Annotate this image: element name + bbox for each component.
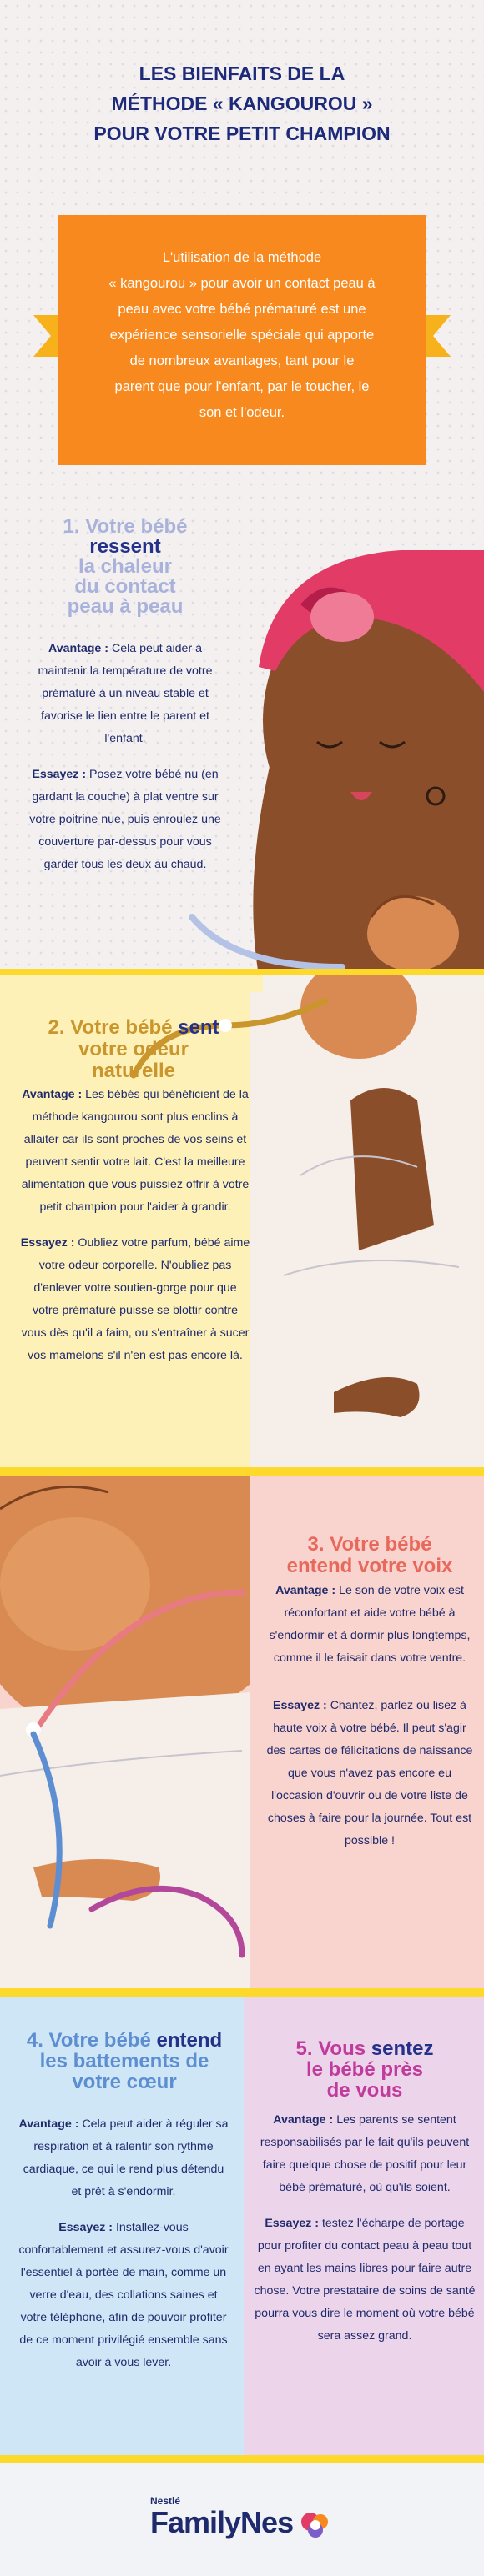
section-1-heading xyxy=(42,517,209,617)
advantage-text: Les bébés qui bénéficient de la méthode kangourou sont plus enclins à allaiter car ils sont proches de vos seins et peuvent sentir votre lait. C'est la meilleure alimentation que vous puissiez offrir à votre petit champion pour l'aider à grandir. xyxy=(21,1088,250,1214)
try-label: Essayez : xyxy=(273,1699,327,1712)
heading-line: peau à peau xyxy=(67,595,184,618)
section-5 xyxy=(244,1997,484,2459)
section-2 xyxy=(0,975,484,1467)
divider-stripe xyxy=(0,2455,484,2463)
heading-line: votre cœur xyxy=(72,2071,177,2093)
advantage-text: Les parents se sentent responsabilisés par le fait qu'ils peuvent faire quelque chose de positif pour leur bébé prématuré, où qu'ils soient. xyxy=(260,2113,470,2194)
intro-line: L'utilisation de la méthode xyxy=(162,250,322,265)
section-3-body xyxy=(265,1580,474,1866)
heading-line: 2. Votre bébé xyxy=(48,1016,173,1039)
heading-line: du contact xyxy=(74,575,176,598)
intro-line: peau avec votre bébé prématuré est une xyxy=(118,302,366,317)
section-2-heading xyxy=(25,1017,242,1082)
try-text: Chantez, parlez ou lisez à haute voix à votre bébé. Il peut s'agir des cartes de félicitations de naissance que vous n'avez pas encore eu l'occasion d'ouvrir ou de votre liste de choses à faire pour la journée. Tout est possible ! xyxy=(266,1699,473,1847)
heading-line: le bébé près xyxy=(305,2058,424,2081)
section-5-body xyxy=(254,2109,476,2361)
heading-line: entend xyxy=(156,2029,223,2052)
mother-illustration xyxy=(209,525,484,975)
advantage-label: Avantage : xyxy=(48,642,108,655)
header xyxy=(0,0,484,500)
page-title xyxy=(0,58,484,148)
logo-brand-small: Nestlé xyxy=(150,2495,181,2507)
familynes-logo[interactable] xyxy=(150,2495,334,2545)
footer xyxy=(0,2463,484,2576)
intro-banner xyxy=(33,215,451,465)
try-label: Essayez : xyxy=(265,2217,319,2230)
try-text: Oubliez votre parfum, bébé aime votre odeur corporelle. N'oubliez pas d'enlever votre soutien-gorge pour que votre prématuré puisse se blottir contre vous dès qu'il a faim, ou s'entraîner à sucer vos mamelons s'il n'en est pas encore là. xyxy=(21,1236,250,1362)
section-2-body xyxy=(20,1084,250,1381)
intro-text xyxy=(58,215,426,465)
heading-line: les battements de xyxy=(39,2050,209,2072)
advantage-paragraph xyxy=(265,1580,474,1670)
try-paragraph xyxy=(20,1232,250,1367)
try-paragraph xyxy=(254,2213,476,2348)
title-line-2: MÉTHODE « KANGOUROU » xyxy=(111,93,373,114)
advantage-paragraph xyxy=(254,2109,476,2199)
try-text: testez l'écharpe de portage pour profiter du contact peau à peau tout en ayant les mains libres pour faire autre chose. Votre prestataire de soins de santé pourra vous dire le moment où votre bébé sera assez grand. xyxy=(254,2217,476,2343)
advantage-label: Avantage : xyxy=(275,1584,336,1597)
section-4-body xyxy=(18,2113,229,2388)
advantage-text: Cela peut aider à maintenir la température de votre prématuré à un niveau stable et favorise le lien entre le parent et l'enfant. xyxy=(38,642,213,745)
intro-line: son et l'odeur. xyxy=(199,405,285,420)
title-line-3: POUR VOTRE PETIT CHAMPION xyxy=(93,123,391,144)
heading-line: sentez xyxy=(371,2037,434,2060)
try-paragraph xyxy=(25,764,225,876)
heading-line: entend xyxy=(286,1555,353,1577)
advantage-label: Avantage : xyxy=(22,1088,83,1101)
section-1-body xyxy=(25,638,225,890)
advantage-paragraph xyxy=(20,1084,250,1219)
sense-ribbon-1 xyxy=(184,909,350,975)
heading-line: votre voix xyxy=(357,1555,453,1577)
try-paragraph xyxy=(18,2217,229,2374)
try-text: Installez-vous confortablement et assurez-vous d'avoir l'essentiel à portée de main, comme un verre d'eau, des collations saines et votre téléphone, afin de pouvoir profiter de ce moment privilégié ensemble sans avoir à vous lever. xyxy=(18,2221,229,2369)
section-1 xyxy=(0,492,484,975)
logo-brand-main: FamilyNes xyxy=(150,2505,294,2539)
advantage-label: Avantage : xyxy=(273,2113,334,2127)
try-text: Posez votre bébé nu (en gardant la couche) à plat ventre sur votre poitrine nue, puis enroulez une couverture par-dessus pour vous garder tous les deux au chaud. xyxy=(29,768,221,871)
heading-line: 4. Votre bébé xyxy=(26,2029,151,2052)
heading-line: sent xyxy=(178,1016,219,1039)
divider-stripe xyxy=(0,1467,484,1476)
advantage-text: Cela peut aider à réguler sa respiration et à ralentir son rythme cardiaque, ce qui le rend plus détendu et prêt à s'endormir. xyxy=(23,2117,229,2198)
heading-line: 1. Votre bébé xyxy=(63,515,188,538)
section-3 xyxy=(0,1476,484,1997)
advantage-paragraph xyxy=(25,638,225,750)
heading-line: votre odeur xyxy=(78,1038,189,1060)
section-4-heading xyxy=(15,2030,234,2092)
advantage-label: Avantage : xyxy=(18,2117,79,2131)
advantage-text: Le son de votre voix est réconfortant et aide votre bébé à s'endormir et à dormir plus longtemps, comme il le faisait dans votre ventre. xyxy=(269,1584,471,1665)
intro-line: « kangourou » pour avoir un contact peau à xyxy=(108,276,376,291)
section-5-heading xyxy=(254,2038,476,2101)
parent-baby-illustration xyxy=(0,1476,259,1997)
try-label: Essayez : xyxy=(32,768,87,781)
heading-line: la chaleur xyxy=(78,555,173,578)
heading-line: de vous xyxy=(326,2079,403,2102)
try-paragraph xyxy=(265,1695,474,1852)
logo-swirl-icon xyxy=(299,2510,332,2540)
heading-line: 3. Votre bébé xyxy=(307,1533,432,1556)
section-3-heading xyxy=(265,1534,474,1577)
divider-stripe xyxy=(0,1988,484,1997)
try-label: Essayez : xyxy=(58,2221,113,2234)
heading-line: ressent xyxy=(89,535,161,558)
intro-line: expérience sensorielle spéciale qui apporte xyxy=(109,328,375,343)
try-label: Essayez : xyxy=(20,1236,75,1250)
section-4 xyxy=(0,1997,244,2459)
advantage-paragraph xyxy=(18,2113,229,2203)
heading-line: 5. Vous xyxy=(295,2037,366,2060)
title-line-1: LES BIENFAITS DE LA xyxy=(139,63,345,84)
intro-line: parent que pour l'enfant, par le toucher, le xyxy=(114,379,370,394)
heading-line: naturelle xyxy=(91,1060,176,1082)
intro-line: de nombreux avantages, tant pour le xyxy=(129,353,355,368)
